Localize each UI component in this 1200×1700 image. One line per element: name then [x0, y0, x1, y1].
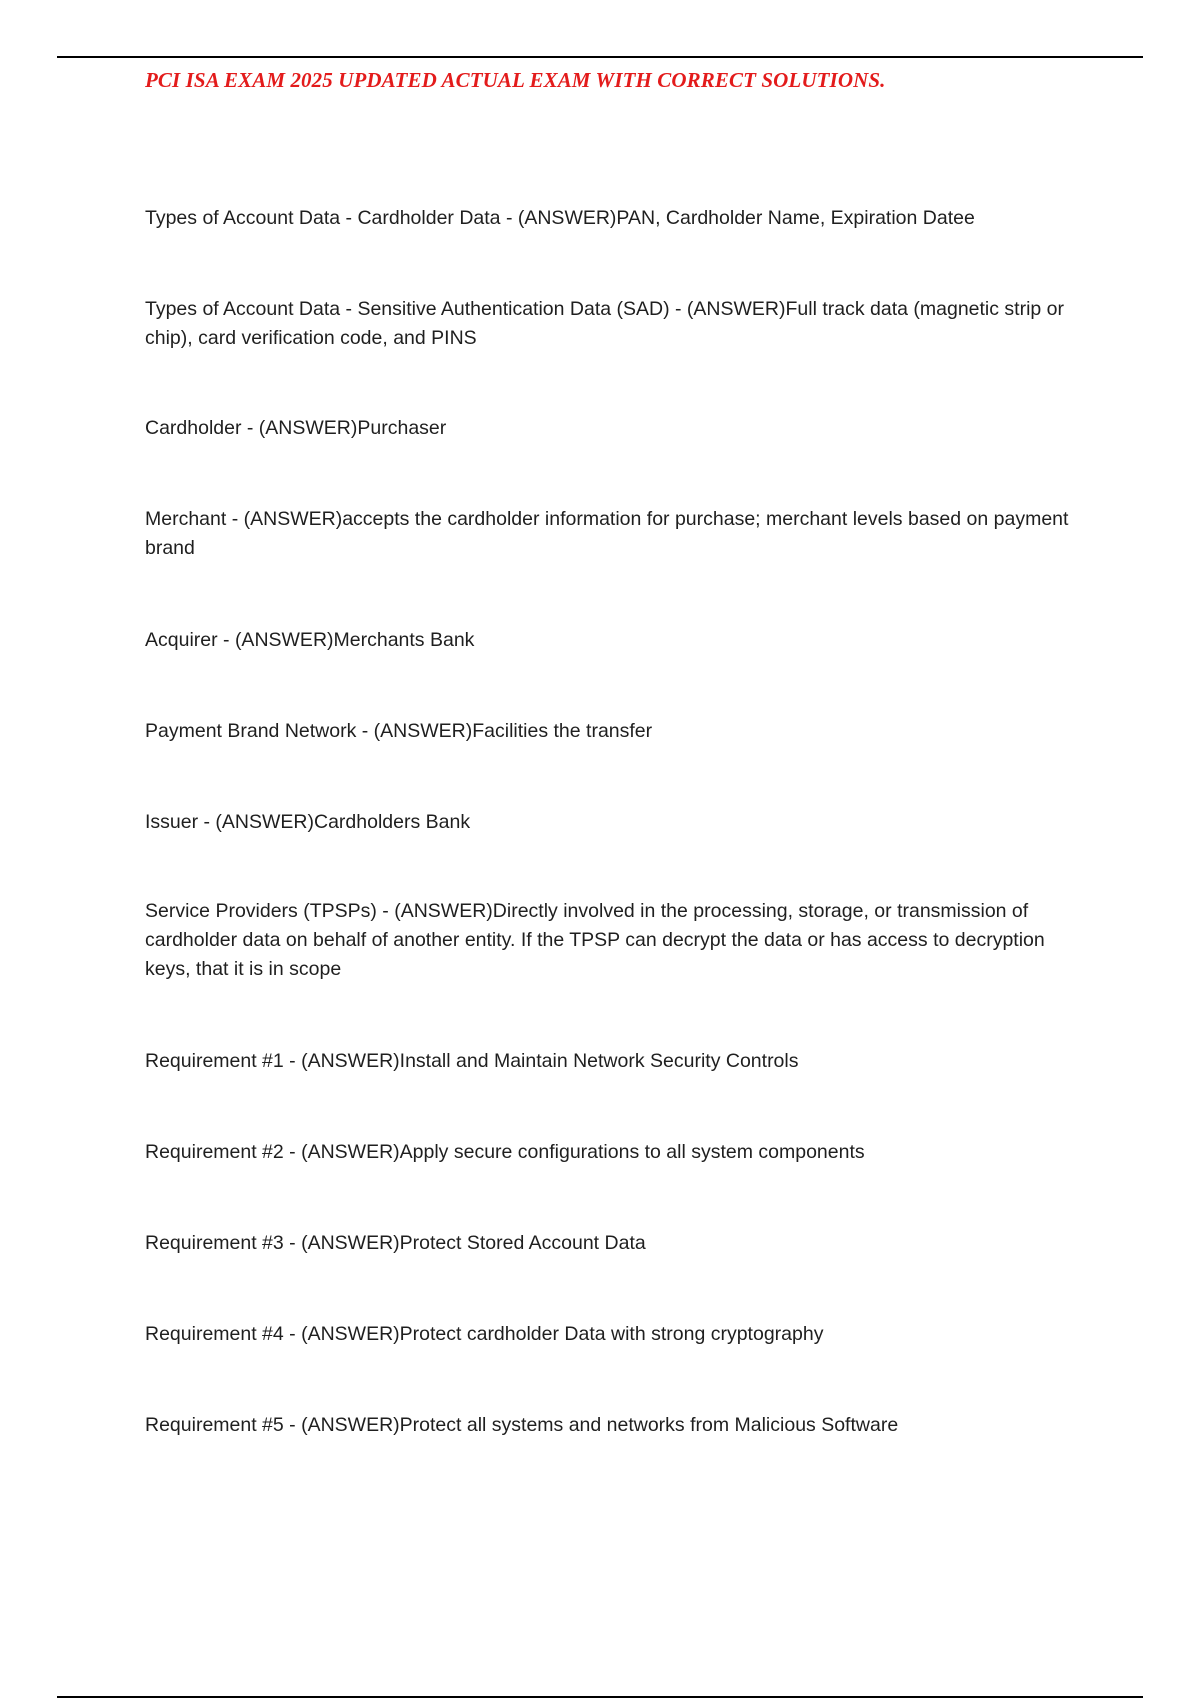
- qa-item: Requirement #1 - (ANSWER)Install and Maintain Network Security Controls: [145, 1050, 799, 1072]
- footer-rule: [57, 1696, 1143, 1698]
- qa-item: Requirement #2 - (ANSWER)Apply secure configurations to all system components: [145, 1141, 865, 1163]
- qa-item: Requirement #5 - (ANSWER)Protect all systems and networks from Malicious Software: [145, 1414, 899, 1436]
- qa-item: Types of Account Data - Cardholder Data - (ANSWER)PAN, Cardholder Name, Expiration Datee: [145, 207, 975, 229]
- qa-item: Requirement #3 - (ANSWER)Protect Stored Account Data: [145, 1232, 646, 1254]
- qa-item: Requirement #4 - (ANSWER)Protect cardholder Data with strong cryptography: [145, 1323, 824, 1345]
- qa-item: Payment Brand Network - (ANSWER)Facilities the transfer: [145, 720, 653, 742]
- qa-item: Acquirer - (ANSWER)Merchants Bank: [145, 629, 475, 651]
- qa-item: Merchant - (ANSWER)accepts the cardholder information for purchase; merchant levels based on payment brand: [145, 508, 1069, 559]
- qa-item: Service Providers (TPSPs) - (ANSWER)Directly involved in the processing, storage, or transmission of cardholder data on behalf of another entity. If the TPSP can decrypt the data or has access to decryption keys, that it is in scope: [145, 900, 1045, 980]
- qa-item: Cardholder - (ANSWER)Purchaser: [145, 417, 447, 439]
- qa-item: Issuer - (ANSWER)Cardholders Bank: [145, 811, 471, 833]
- document-title: PCI ISA EXAM 2025 UPDATED ACTUAL EXAM WITH CORRECT SOLUTIONS.: [145, 68, 886, 92]
- header-rule: [57, 56, 1143, 58]
- qa-item: Types of Account Data - Sensitive Authentication Data (SAD) - (ANSWER)Full track data (magnetic strip or chip), card verification code, and PINS: [145, 298, 1065, 349]
